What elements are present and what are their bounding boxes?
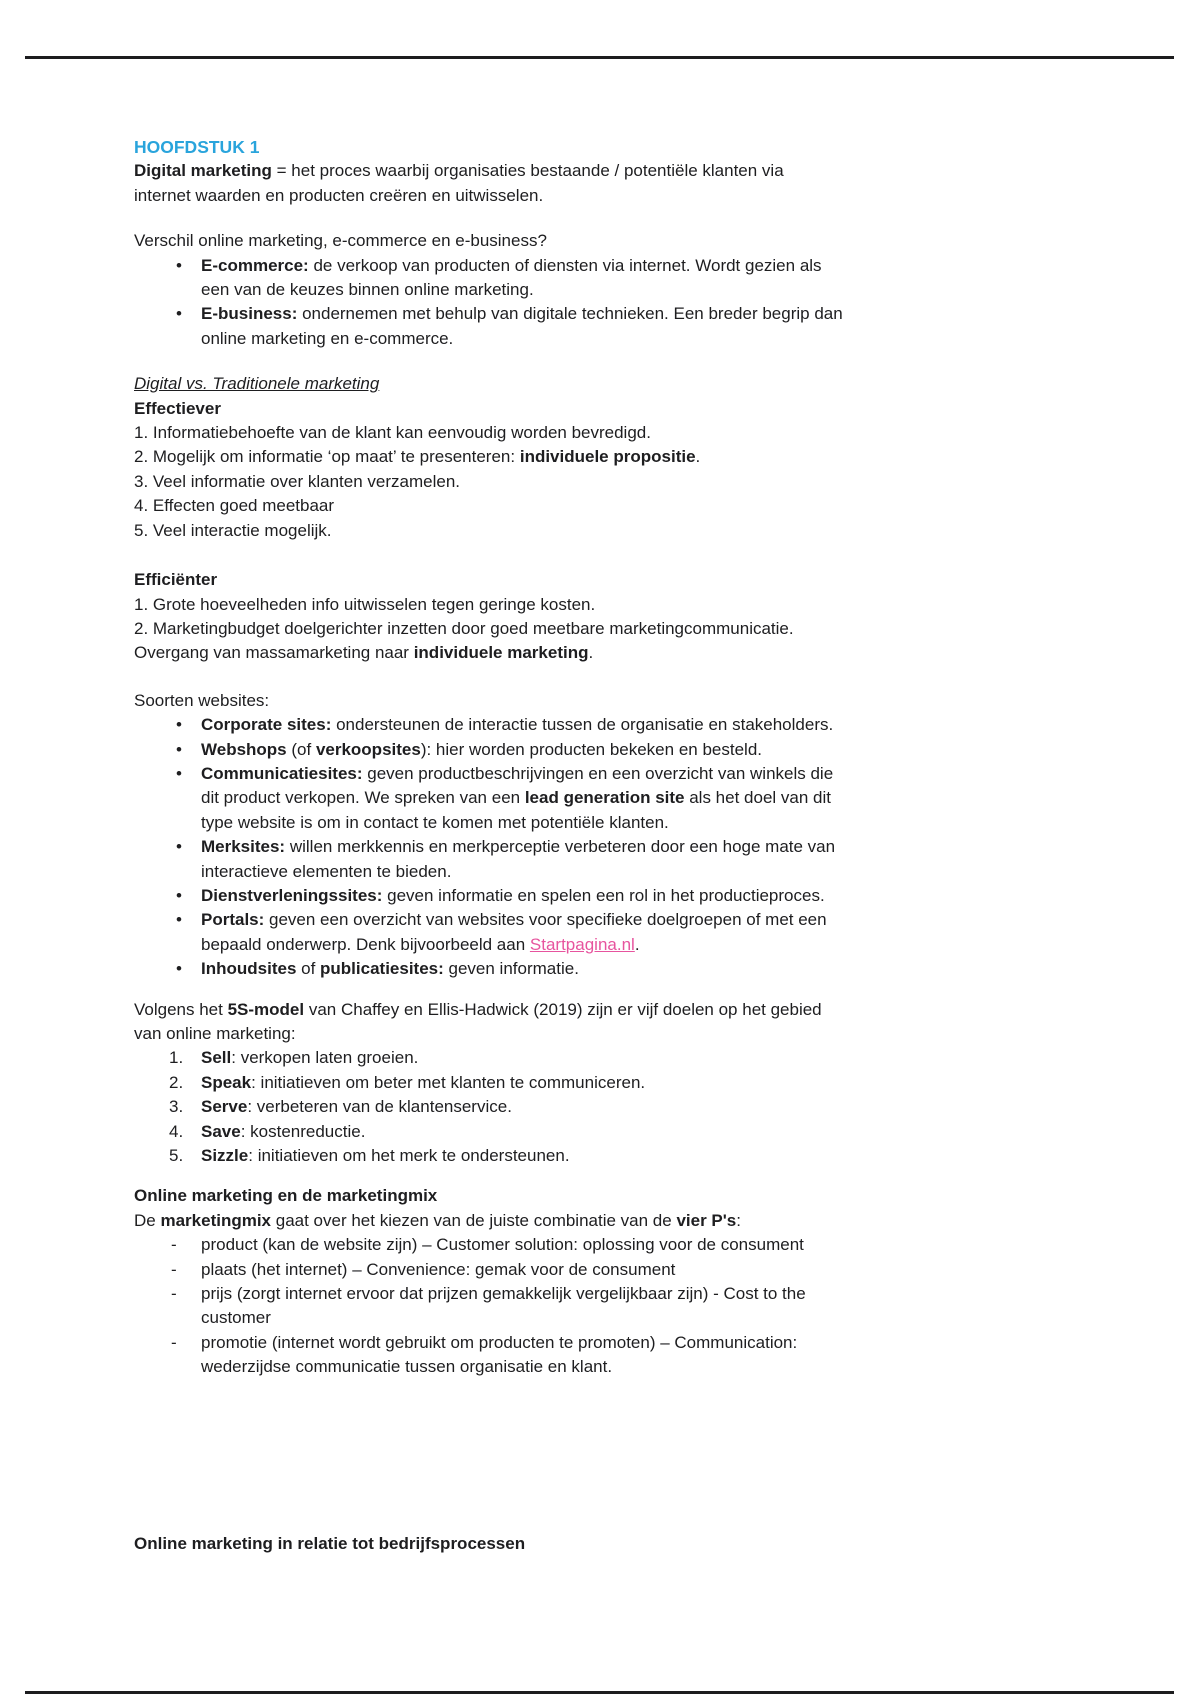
text-line [134, 372, 1006, 396]
spacer [134, 208, 1006, 229]
soorten-websites-bullet-list-item [134, 957, 1006, 981]
text-run: = het proces waarbij organisaties bestaande / potentiële klanten via [271, 161, 784, 181]
text-line [134, 184, 1006, 208]
text-run: interactieve elementen te bieden. [201, 861, 452, 881]
text-run: type website is om in contact te komen met potentiële klanten. [201, 812, 669, 832]
startpagina-link[interactable]: Startpagina.nl [529, 934, 635, 954]
text-run: 5. Veel interactie mogelijk. [134, 520, 332, 540]
text-run: promotie (internet wordt gebruikt om producten te promoten) – Communication: [201, 1332, 798, 1352]
text-run: willen merkkennis en merkperceptie verbeteren door een hoge mate van [285, 837, 836, 857]
text-line [201, 302, 843, 326]
text-run: Digital vs. Traditionele marketing [134, 374, 380, 394]
5s-model-numbered-list-item [134, 1095, 1006, 1119]
text-run: E-commerce: [201, 255, 309, 275]
spacer [134, 1168, 1006, 1184]
list-marker: • [176, 304, 182, 324]
list-marker: 3. [169, 1097, 184, 1117]
text-line [201, 786, 833, 810]
text-run: Serve [201, 1097, 248, 1117]
marketingmix-dash-list-item [134, 1233, 1006, 1257]
text-run: : verbeteren van de klantenservice. [247, 1097, 512, 1117]
text-run: 5S-model [227, 999, 305, 1019]
text-line [201, 327, 843, 351]
text-run: Soorten websites: [134, 690, 270, 710]
text-run: Online marketing en de marketingmix [134, 1186, 438, 1206]
text-line [134, 998, 1006, 1022]
text-run: de verkoop van producten of diensten via internet. Wordt gezien als [308, 255, 822, 275]
list-marker: • [176, 910, 182, 930]
text-run: ondersteunen de interactie tussen de organisatie en stakeholders. [331, 715, 834, 735]
effectiever-list [134, 421, 1006, 543]
text-run: individuele propositie [519, 447, 696, 467]
list-marker: 2. [169, 1072, 184, 1092]
list-marker: 4. [169, 1121, 184, 1141]
text-run: van Chaffey en Ellis-Hadwick (2019) zijn er vijf doelen op het gebied [304, 999, 822, 1019]
list-item-text [201, 1071, 645, 1095]
list-item-text [201, 762, 833, 835]
text-run: geven informatie. [443, 959, 579, 979]
spacer [134, 666, 1006, 689]
5s-model-paragraph [134, 998, 1006, 1047]
efficienter-heading [134, 568, 1006, 592]
text-run: 1. Grote hoeveelheden info uitwisselen tegen geringe kosten. [134, 594, 596, 614]
5s-model-numbered-list-item [134, 1120, 1006, 1144]
text-line [134, 135, 1006, 159]
text-line [201, 1306, 806, 1330]
text-run: 4. Effecten goed meetbaar [134, 496, 335, 516]
list-item-text [201, 254, 822, 303]
text-run: plaats (het internet) – Convenience: gemak voor de consument [201, 1259, 676, 1279]
text-line [134, 689, 1006, 713]
text-run: bepaald onderwerp. Denk bijvoorbeeld aan [201, 934, 530, 954]
spacer [134, 1380, 1006, 1532]
soorten-websites-paragraph [134, 689, 1006, 713]
text-line [134, 641, 1006, 665]
text-line [201, 835, 835, 859]
5s-model-numbered-list-item [134, 1144, 1006, 1168]
text-line [201, 884, 825, 908]
marketingmix-heading [134, 1184, 1006, 1208]
list-item-text [201, 302, 843, 351]
text-line [134, 519, 1006, 543]
text-line [201, 254, 822, 278]
text-run: Volgens het [134, 999, 228, 1019]
text-run: of [296, 959, 321, 979]
text-line [201, 1258, 675, 1282]
text-run: marketingmix [160, 1210, 272, 1230]
list-marker: - [171, 1259, 177, 1279]
list-item-text [201, 1144, 570, 1168]
text-run: HOOFDSTUK 1 [134, 137, 260, 157]
text-run: Overgang van massamarketing naar [134, 643, 414, 663]
list-item-text [201, 1233, 804, 1257]
text-line [134, 470, 1006, 494]
page-bottom-rule [25, 1691, 1174, 1694]
text-run: geven een overzicht van websites voor specifieke doelgroepen of met een [264, 910, 827, 930]
text-run: (of [286, 739, 316, 759]
text-run: Digital marketing [134, 161, 272, 181]
text-line [201, 1331, 797, 1355]
spacer [134, 982, 1006, 998]
text-run: Dienstverleningssites: [201, 885, 383, 905]
list-marker: • [176, 837, 182, 857]
list-item-text [201, 908, 827, 957]
text-run: een van de keuzes binnen online marketing. [201, 280, 534, 300]
text-run: E-business: [201, 304, 298, 324]
text-run: : initiatieven om het merk te ondersteunen. [248, 1146, 570, 1166]
list-item-text [201, 738, 762, 762]
text-run: . [695, 447, 701, 467]
text-run: 3. Veel informatie over klanten verzamelen. [134, 471, 461, 491]
text-run: ondernemen met behulp van digitale technieken. Een breder begrip dan [297, 304, 843, 324]
text-line [201, 908, 827, 932]
text-run: internet waarden en producten creëren en uitwisselen. [134, 185, 544, 205]
digital-vs-traditioneel-heading [134, 372, 1006, 396]
text-run: lead generation site [524, 788, 685, 808]
text-line [201, 1233, 804, 1257]
text-run: geven informatie en spelen een rol in het productieproces. [382, 885, 825, 905]
efficienter-list [134, 593, 1006, 666]
text-line [134, 1022, 1006, 1046]
text-line [201, 860, 835, 884]
text-line [201, 738, 762, 762]
text-line [134, 494, 1006, 518]
text-line [134, 1209, 1006, 1233]
5s-model-numbered-list-item [134, 1071, 1006, 1095]
text-run: Save [201, 1121, 241, 1141]
text-run: online marketing en e-commerce. [201, 328, 454, 348]
text-run: Webshops [201, 739, 287, 759]
list-item-text [201, 1258, 675, 1282]
text-run: van online marketing: [134, 1024, 296, 1043]
text-line [201, 1120, 365, 1144]
text-run: dit product verkopen. We spreken van een [201, 788, 525, 808]
text-line [201, 1095, 512, 1119]
text-run: wederzijdse communicatie tussen organisatie en klant. [201, 1357, 613, 1377]
text-run: Sell [201, 1048, 232, 1068]
text-line [201, 1046, 418, 1070]
text-run: De [134, 1210, 161, 1230]
list-item-text [201, 1120, 365, 1144]
text-run: Communicatiesites: [201, 763, 363, 783]
soorten-websites-bullet-list-item [134, 738, 1006, 762]
soorten-websites-bullet-list-item [134, 762, 1006, 835]
bedrijfsprocessen-heading [134, 1532, 1006, 1556]
text-run: Verschil online marketing, e-commerce en e-business? [134, 231, 547, 251]
soorten-websites-bullet-list-item [134, 713, 1006, 737]
text-run: : [736, 1210, 741, 1230]
text-run: als het doel van dit [684, 788, 831, 808]
text-run: : kostenreductie. [240, 1121, 366, 1141]
list-marker: 1. [169, 1048, 184, 1068]
text-run: publicatiesites: [320, 959, 444, 979]
text-line [201, 1355, 797, 1379]
text-line [201, 933, 827, 957]
list-marker: • [176, 715, 182, 735]
text-line [134, 568, 1006, 592]
spacer [134, 351, 1006, 372]
text-run: Speak [201, 1072, 252, 1092]
list-marker: • [176, 255, 182, 275]
list-item-text [201, 884, 825, 908]
text-line [134, 397, 1006, 421]
text-line [134, 1184, 1006, 1208]
text-line [134, 617, 1006, 641]
text-line [134, 445, 1006, 469]
chapter-heading [134, 135, 1006, 159]
text-run: 1. Informatiebehoefte van de klant kan eenvoudig worden bevredigd. [134, 423, 651, 443]
text-run: . [634, 934, 640, 954]
list-item-text [201, 713, 833, 737]
spacer [134, 543, 1006, 568]
list-marker: 5. [169, 1146, 184, 1166]
verschil-bullet-list-item [134, 302, 1006, 351]
text-run: ): hier worden producten bekeken en besteld. [420, 739, 762, 759]
text-run: vier P's [676, 1210, 737, 1230]
text-run: verkoopsites [315, 739, 421, 759]
text-run: Inhoudsites [201, 959, 297, 979]
text-line [201, 1144, 570, 1168]
text-run: individuele marketing [413, 643, 589, 663]
text-line [134, 229, 1006, 253]
text-line [201, 957, 579, 981]
list-marker: - [171, 1284, 177, 1304]
text-run: Corporate sites: [201, 715, 332, 735]
list-item-text [201, 1331, 797, 1380]
list-marker: - [171, 1332, 177, 1352]
text-run: Portals: [201, 910, 265, 930]
marketingmix-paragraph [134, 1209, 1006, 1233]
soorten-websites-bullet-list-item [134, 908, 1006, 957]
text-line [201, 1071, 645, 1095]
effectiever-heading [134, 397, 1006, 421]
list-item-text [201, 835, 835, 884]
text-line [134, 159, 1006, 183]
text-run: geven productbeschrijvingen en een overzicht van winkels die [362, 763, 834, 783]
soorten-websites-bullet-list-item [134, 835, 1006, 884]
text-run: 2. Mogelijk om informatie ‘op maat’ te presenteren: [134, 447, 520, 467]
text-run: Online marketing in relatie tot bedrijfsprocessen [134, 1533, 526, 1553]
text-line [201, 278, 822, 302]
text-line [201, 1282, 806, 1306]
marketingmix-dash-list-item [134, 1258, 1006, 1282]
text-run: Efficiënter [134, 570, 218, 590]
list-marker: • [176, 739, 182, 759]
text-run: 2. Marketingbudget doelgerichter inzetten door goed meetbare marketingcommunicatie. [134, 618, 794, 638]
list-marker: • [176, 959, 182, 979]
text-line [201, 811, 833, 835]
list-item-text [201, 1046, 418, 1070]
text-run: Sizzle [201, 1146, 249, 1166]
text-line [201, 713, 833, 737]
definition-paragraph [134, 159, 1006, 208]
text-line [134, 421, 1006, 445]
text-run: Merksites: [201, 837, 286, 857]
text-run: prijs (zorgt internet ervoor dat prijzen gemakkelijk vergelijkbaar zijn) - Cost to the [201, 1284, 806, 1304]
list-marker: • [176, 885, 182, 905]
document-content [134, 135, 1006, 1556]
text-run: gaat over het kiezen van de juiste combinatie van de [271, 1210, 677, 1230]
text-run: : verkopen laten groeien. [231, 1048, 419, 1068]
verschil-paragraph [134, 229, 1006, 253]
list-item-text [201, 1282, 806, 1331]
text-run: product (kan de website zijn) – Customer solution: oplossing voor de consument [201, 1235, 804, 1255]
soorten-websites-bullet-list-item [134, 884, 1006, 908]
page-top-rule [25, 56, 1174, 59]
list-marker: - [171, 1235, 177, 1255]
list-item-text [201, 957, 579, 981]
marketingmix-dash-list-item [134, 1331, 1006, 1380]
text-run: . [588, 643, 594, 663]
text-run: : initiatieven om beter met klanten te communiceren. [251, 1072, 646, 1092]
text-line [134, 593, 1006, 617]
text-run: Effectiever [134, 398, 221, 418]
text-run: customer [201, 1308, 271, 1328]
verschil-bullet-list-item [134, 254, 1006, 303]
text-line [201, 762, 833, 786]
list-marker: • [176, 763, 182, 783]
list-item-text [201, 1095, 512, 1119]
marketingmix-dash-list-item [134, 1282, 1006, 1331]
text-line [134, 1532, 1006, 1556]
5s-model-numbered-list-item [134, 1046, 1006, 1070]
